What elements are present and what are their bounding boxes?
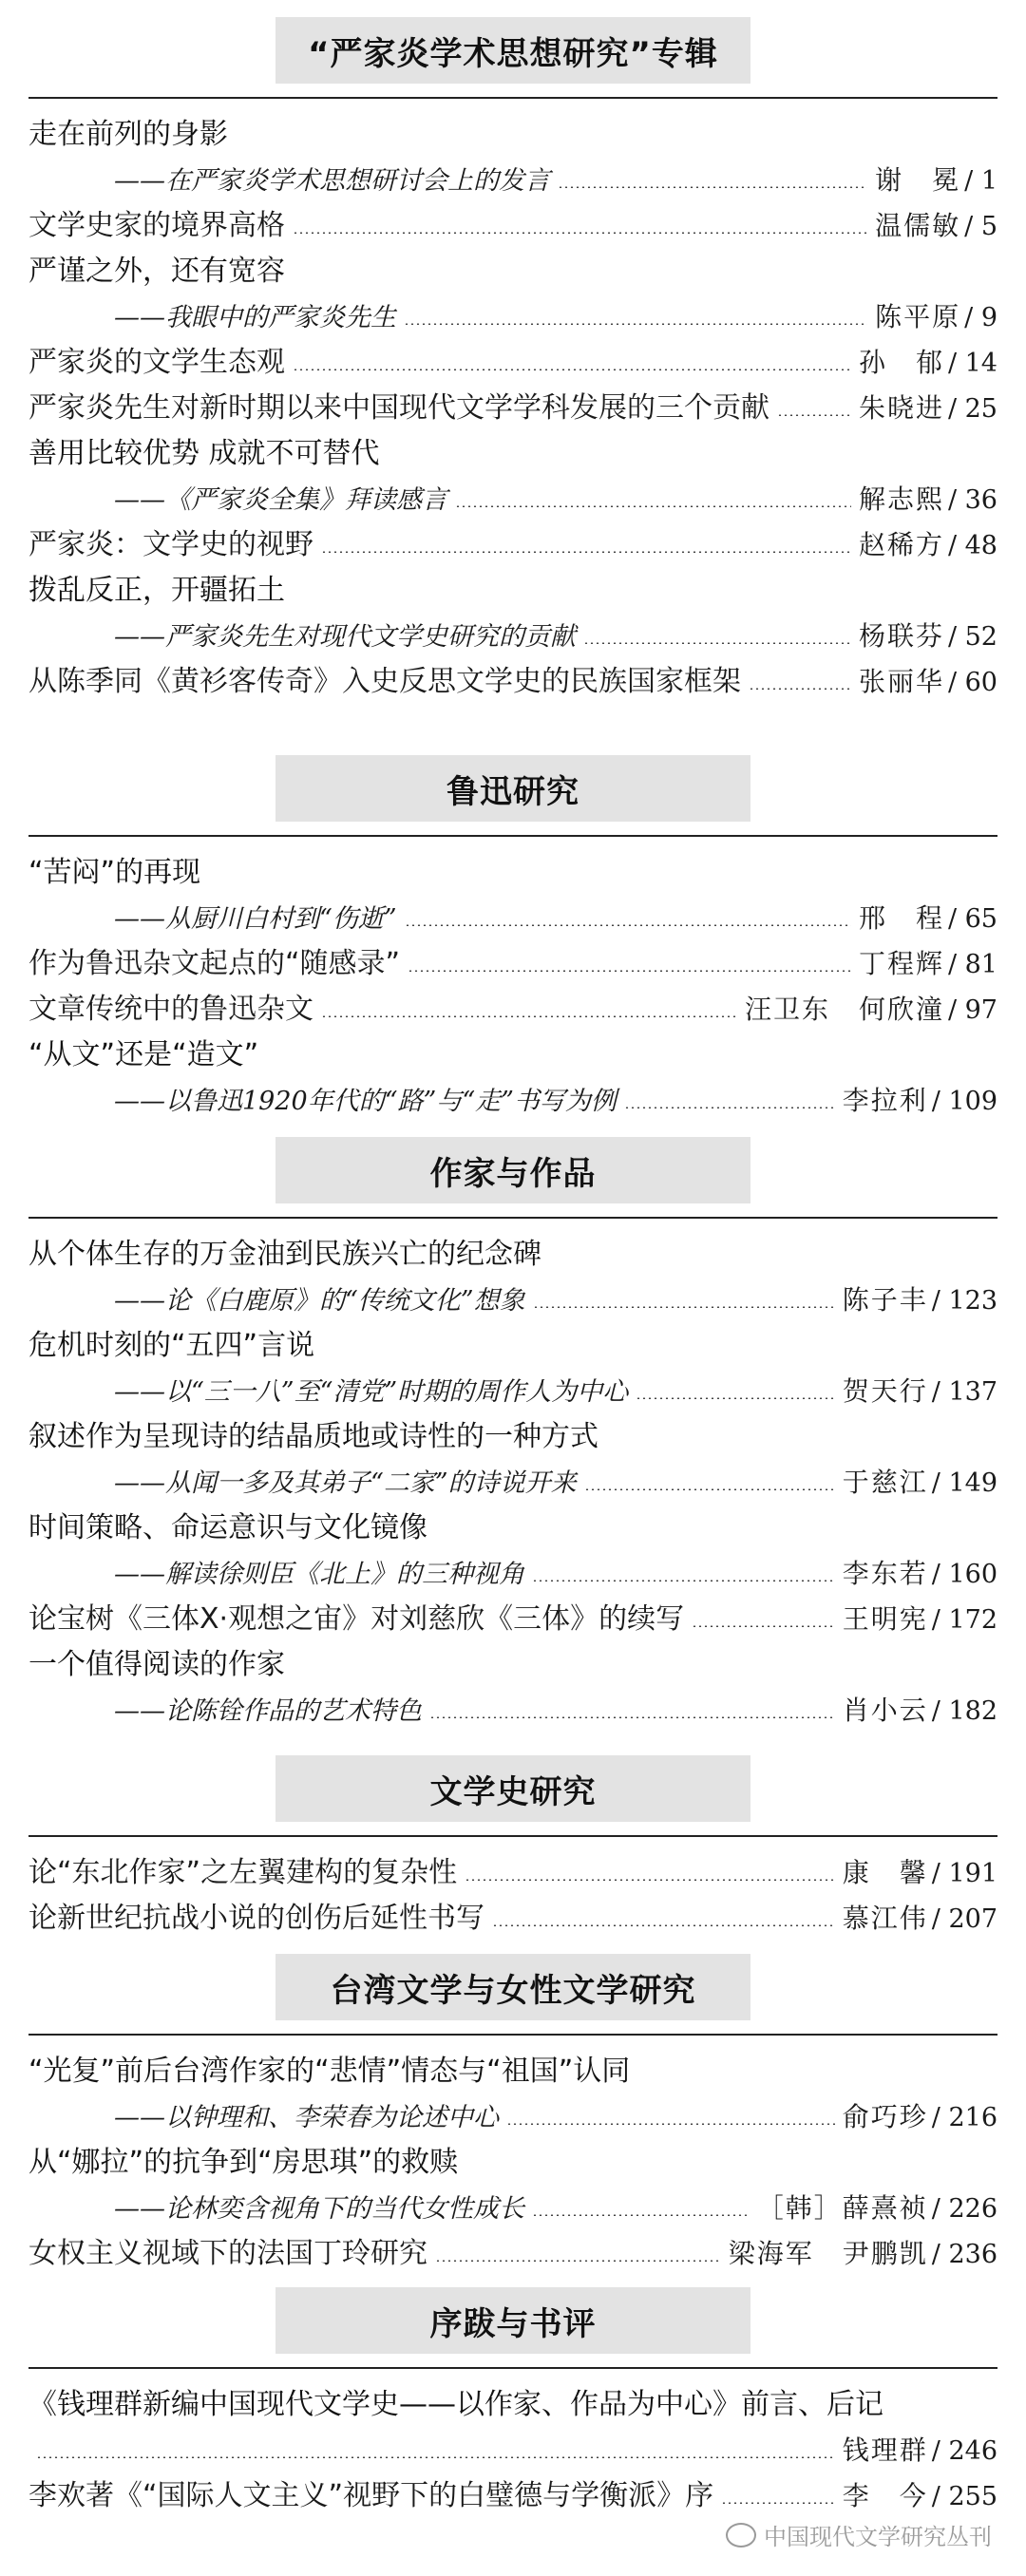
entry-line [28, 522, 998, 568]
entry-page-number: / 123 [931, 1286, 998, 1316]
toc-entry[interactable] [28, 941, 998, 987]
entry-main-title: 论“东北作家”之左翼建构的复杂性 [28, 1856, 458, 1889]
leader-dots [624, 1107, 835, 1108]
entry-line [28, 1688, 998, 1733]
entry-title: 从“娜拉”的抗争到“房思琪”的救赎 [28, 2146, 459, 2179]
toc-entry[interactable] [28, 1032, 998, 1124]
leader-dots [692, 1625, 835, 1627]
entry-line [28, 1551, 998, 1597]
entry-main-title: 从陈季同《黄衫客传奇》入史反思文学史的民族国家框架 [28, 665, 741, 698]
entry-line [28, 1078, 998, 1124]
entry-page-number: / 48 [947, 531, 998, 560]
entry-author: 李 今 [842, 2480, 928, 2511]
entry-author: 陈子丰 [842, 1284, 928, 1316]
leader-dots [405, 924, 851, 926]
toc-entry[interactable] [28, 1414, 998, 1506]
leader-dots [36, 2456, 835, 2458]
entry-page-number: / 207 [931, 1904, 998, 1934]
entry-page-number: / 5 [964, 212, 998, 241]
leader-dots [533, 1306, 835, 1308]
entry-page-number: / 137 [931, 1377, 998, 1407]
leader-dots [408, 970, 851, 972]
entry-page-number: / 97 [947, 995, 998, 1025]
entry-page-number: / 160 [931, 1560, 998, 1589]
entry-author: 王明宪 [842, 1603, 928, 1635]
leader-dots [293, 232, 867, 234]
entry-page-number: / 36 [947, 485, 998, 515]
entry-subtitle: ——论林奕含视角下的当代女性成长 [114, 2194, 524, 2224]
leader-dots [777, 414, 851, 416]
leader-dots [636, 1397, 835, 1399]
entry-author: 贺天行 [842, 1375, 928, 1407]
entry-page-number: / 14 [947, 349, 998, 378]
entry-line [28, 1278, 998, 1323]
leader-dots [321, 551, 851, 553]
entry-subtitle: ——以“三一八”至“清党”时期的周作人为中心 [114, 1377, 629, 1407]
entry-line [28, 1369, 998, 1414]
entry-author: 谢 冕 [875, 164, 961, 196]
entry-line [28, 941, 998, 987]
entry-line [28, 2231, 998, 2277]
entry-page-number: / 182 [931, 1696, 998, 1726]
entry-page-number: / 1 [964, 166, 998, 196]
section-rule [28, 2367, 998, 2369]
leader-dots [492, 1924, 835, 1926]
toc-entry[interactable] [28, 2382, 998, 2473]
entry-page-number: / 255 [931, 2482, 998, 2511]
entry-main-title: 文章传统中的鲁迅杂文 [28, 993, 314, 1026]
wechat-icon [726, 2523, 756, 2548]
section-rule [28, 97, 998, 99]
entry-subtitle: ——从闻一多及其弟子“二家”的诗说开来 [114, 1468, 577, 1498]
entry-line [28, 659, 998, 705]
toc-entry[interactable] [28, 249, 998, 340]
watermark-text: 中国现代文学研究丛刊 [764, 2524, 992, 2550]
toc-entry[interactable] [28, 850, 998, 941]
leader-dots [749, 688, 851, 690]
toc-entry[interactable] [28, 1642, 998, 1733]
entry-page-number: / 172 [931, 1605, 998, 1635]
toc-entry[interactable] [28, 1896, 998, 1941]
entry-line [28, 294, 998, 340]
entry-line [28, 1850, 998, 1896]
section-rule [28, 1217, 998, 1219]
entry-line [28, 896, 998, 941]
toc-entry[interactable] [28, 1850, 998, 1896]
entry-page-number: / 25 [947, 394, 998, 424]
entry-author: 温儒敏 [875, 210, 961, 241]
entry-author: 俞巧珍 [842, 2101, 928, 2132]
entry-line [28, 340, 998, 386]
entry-main-title: 严家炎的文学生态观 [28, 346, 285, 379]
entry-main-title: 论新世纪抗战小说的创伤后延性书写 [28, 1902, 484, 1935]
leader-dots [721, 2502, 835, 2504]
entry-page-number: / 216 [931, 2103, 998, 2132]
entry-line [28, 386, 998, 431]
entry-line [28, 2473, 998, 2519]
leader-dots [435, 2260, 721, 2262]
leader-dots [465, 1879, 835, 1881]
watermark [726, 2518, 992, 2551]
entry-main-title: 作为鲁迅杂文起点的“随感录” [28, 947, 401, 980]
entry-page-number: / 236 [931, 2240, 998, 2269]
section-heading: 台湾文学与女性文学研究 [276, 1954, 750, 2020]
entry-main-title: 严家炎先生对新时期以来中国现代文学学科发展的三个贡献 [28, 391, 770, 425]
leader-dots [321, 1015, 737, 1017]
entry-subtitle: ——以鲁迅1920年代的“路”与“走”书写为例 [114, 1087, 617, 1116]
entry-author: 李拉利 [842, 1085, 928, 1116]
entry-author: 解志熙 [858, 483, 944, 515]
leader-dots [404, 323, 867, 325]
entry-author: 陈平原 [875, 301, 961, 332]
entry-title: 危机时刻的“五四”言说 [28, 1329, 315, 1362]
entry-author: 李东若 [842, 1558, 928, 1589]
entry-title: 时间策略、命运意识与文化镜像 [28, 1511, 428, 1544]
entry-line [28, 1597, 998, 1642]
entry-line [28, 158, 998, 203]
entry-author: ［韩］薛熹祯 [756, 2192, 928, 2224]
toc-entry[interactable] [28, 2140, 998, 2231]
entry-author: 康 馨 [842, 1857, 928, 1888]
entry-title: 严谨之外，还有宽容 [28, 255, 285, 288]
entry-author: 梁海军 尹鹏凯 [728, 2238, 928, 2269]
entry-title: 走在前列的身影 [28, 118, 228, 151]
leader-dots [583, 642, 851, 644]
entry-subtitle: ——论陈铨作品的艺术特色 [114, 1696, 422, 1726]
entry-main-title: 论宝树《三体X·观想之宙》对刘慈欣《三体》的续写 [28, 1602, 685, 1636]
section-heading: 鲁迅研究 [276, 755, 750, 822]
toc-entry[interactable] [28, 203, 998, 249]
toc-entry[interactable] [28, 987, 998, 1032]
entry-main-title: 李欢著《“国际人文主义”视野下的白璧德与学衡派》序 [28, 2479, 714, 2512]
toc-entry[interactable] [28, 112, 998, 203]
entry-line [28, 987, 998, 1032]
toc-entry[interactable] [28, 386, 998, 431]
entry-page-number: / 81 [947, 950, 998, 979]
section-heading: 作家与作品 [276, 1137, 750, 1203]
entry-author: 肖小云 [842, 1695, 928, 1726]
entry-author: 慕江伟 [842, 1903, 928, 1934]
entry-subtitle: ——以钟理和、李荣春为论述中心 [114, 2103, 499, 2132]
section-heading: 序跋与书评 [276, 2287, 750, 2354]
leader-dots [293, 369, 851, 370]
entry-page-number: / 52 [947, 622, 998, 652]
leader-dots [584, 1488, 835, 1490]
toc-entry[interactable] [28, 568, 998, 659]
entry-subtitle: ——解读徐则臣《北上》的三种视角 [114, 1560, 524, 1589]
toc-entry[interactable] [28, 431, 998, 522]
entry-author: 赵稀方 [858, 529, 944, 560]
entry-author: 杨联芬 [858, 620, 944, 652]
entry-line [28, 1896, 998, 1941]
entry-page-number: / 65 [947, 904, 998, 934]
leader-dots [455, 505, 851, 507]
entry-page-number: / 9 [964, 303, 998, 332]
toc-entry[interactable] [28, 1597, 998, 1642]
entry-subtitle: ——《严家炎全集》拜读感言 [114, 485, 447, 515]
entry-author: 邢 程 [858, 902, 944, 934]
entry-main-title: 严家炎：文学史的视野 [28, 528, 314, 561]
toc-entry[interactable] [28, 659, 998, 705]
toc-entry[interactable] [28, 1506, 998, 1597]
entry-title: 《钱理群新编中国现代文学史——以作家、作品为中心》前言、后记 [28, 2388, 884, 2421]
entry-page-number: / 191 [931, 1859, 998, 1888]
entry-page-number: / 226 [931, 2194, 998, 2224]
toc-entry[interactable] [28, 2049, 998, 2140]
leader-dots [429, 1716, 835, 1718]
entry-author: 张丽华 [858, 666, 944, 697]
entry-title: 叙述作为呈现诗的结晶质地或诗性的一种方式 [28, 1420, 598, 1453]
entry-line [28, 203, 998, 249]
entry-line [28, 477, 998, 522]
toc-entry[interactable] [28, 1323, 998, 1414]
entry-page-number: / 246 [931, 2436, 998, 2466]
toc-entry[interactable] [28, 2473, 998, 2519]
entry-title: “光复”前后台湾作家的“悲情”情态与“祖国”认同 [28, 2055, 631, 2088]
toc-entry[interactable] [28, 522, 998, 568]
entry-title: 从个体生存的万金油到民族兴亡的纪念碑 [28, 1238, 542, 1271]
entry-main-title: 文学史家的境界高格 [28, 209, 285, 242]
entry-author: 孙 郁 [858, 347, 944, 378]
section-rule [28, 2034, 998, 2036]
section-heading: “严家炎学术思想研究”专辑 [276, 17, 750, 84]
leader-dots [506, 2123, 835, 2125]
section-rule [28, 835, 998, 837]
entry-subtitle: ——从厨川白村到“伤逝” [114, 904, 397, 934]
toc-entry[interactable] [28, 2231, 998, 2277]
entry-title: “苦闷”的再现 [28, 856, 201, 889]
entry-line [28, 2186, 998, 2231]
entry-author: 钱理群 [842, 2434, 928, 2466]
entry-page-number: / 149 [931, 1468, 998, 1498]
entry-author: 于慈江 [842, 1467, 928, 1498]
entry-line [28, 614, 998, 659]
entry-main-title: 女权主义视域下的法国丁玲研究 [28, 2237, 428, 2270]
entry-title: 善用比较优势 成就不可替代 [28, 437, 380, 470]
leader-dots [532, 1580, 835, 1582]
entry-title: 一个值得阅读的作家 [28, 1648, 285, 1681]
entry-line [28, 1460, 998, 1506]
entry-subtitle: ——在严家炎学术思想研讨会上的发言 [114, 166, 550, 196]
entry-line [28, 2094, 998, 2140]
entry-author: 汪卫东 何欣潼 [744, 994, 944, 1025]
entry-subtitle: ——我眼中的严家炎先生 [114, 303, 396, 332]
entry-page-number: / 109 [931, 1087, 998, 1116]
entry-author: 朱晓进 [858, 392, 944, 424]
entry-line [28, 2428, 998, 2473]
section-heading: 文学史研究 [276, 1755, 750, 1822]
section-rule [28, 1835, 998, 1837]
entry-author: 丁程辉 [858, 948, 944, 979]
entry-subtitle: ——论《白鹿原》的“传统文化”想象 [114, 1286, 525, 1316]
toc-entry[interactable] [28, 1232, 998, 1323]
toc-entry[interactable] [28, 340, 998, 386]
entry-page-number: / 60 [947, 668, 998, 697]
entry-subtitle: ——严家炎先生对现代文学史研究的贡献 [114, 622, 576, 652]
entry-title: “从文”还是“造文” [28, 1038, 259, 1071]
entry-title: 拨乱反正，开疆拓土 [28, 574, 285, 607]
leader-dots [558, 186, 867, 188]
leader-dots [532, 2214, 750, 2216]
